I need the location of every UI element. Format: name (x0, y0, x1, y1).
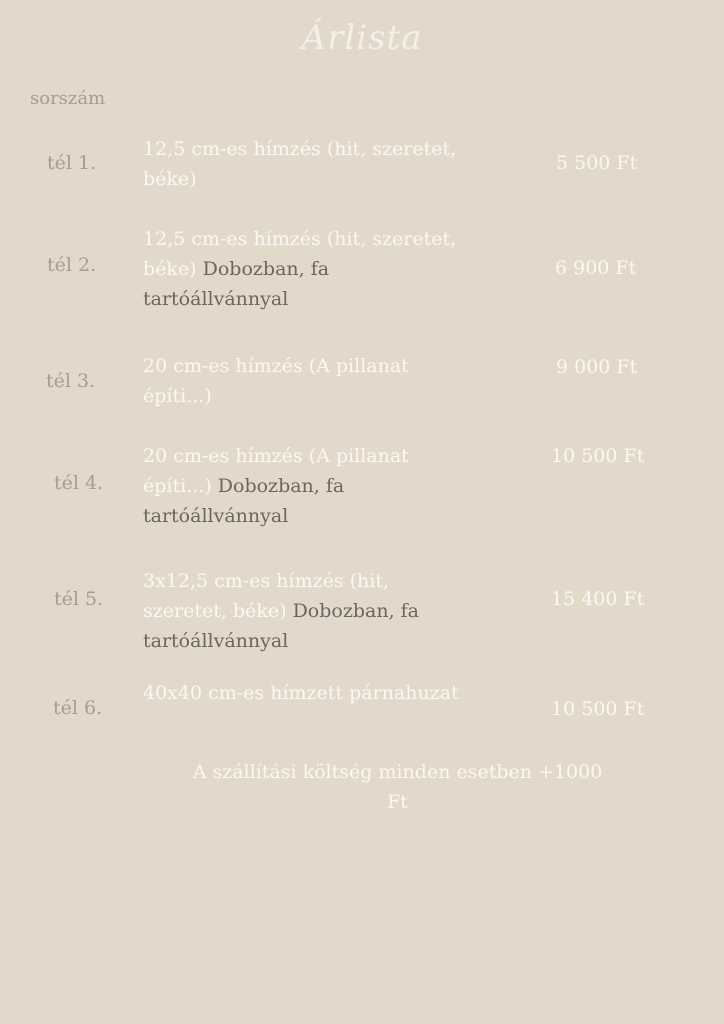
item-description (143, 566, 463, 656)
item-description-text: 12,5 cm-es hímzés (hit, szeretet, béke) (143, 138, 457, 190)
item-number: tél 1. (47, 152, 97, 174)
item-number: tél 5. (54, 588, 104, 610)
column-header-number: sorszám (30, 88, 106, 109)
item-number: tél 3. (46, 370, 96, 392)
item-description-text: 20 cm-es hímzés (A pillanat építi...) (143, 355, 409, 407)
item-description-text: 20 cm-es hímzés (A pillanat építi...) (143, 445, 409, 497)
item-price: 5 500 Ft (556, 152, 638, 174)
item-description (143, 678, 463, 708)
item-description-extra: Dobozban, fa tartóállvánnyal (143, 475, 345, 527)
item-number: tél 6. (53, 697, 103, 719)
shipping-note: A szállítási költség minden esetben +1000 Ft (192, 761, 603, 813)
item-description-extra: Dobozban, fa tartóállvánnyal (143, 258, 330, 310)
item-description-text: 12,5 cm-es hímzés (hit, szeretet, béke) (143, 228, 457, 280)
item-description (143, 134, 463, 194)
item-price: 6 900 Ft (555, 257, 637, 279)
item-description-text: 3x12,5 cm-es hímzés (hit, szeretet, béke) (143, 570, 390, 622)
item-number: tél 2. (47, 254, 97, 276)
item-price: 15 400 Ft (551, 588, 645, 610)
item-price: 10 500 Ft (551, 445, 645, 467)
item-price: 10 500 Ft (551, 698, 645, 720)
page-title: Árlista (301, 18, 423, 58)
item-description-text: 40x40 cm-es hímzett párnahuzat (143, 682, 459, 704)
item-price: 9 000 Ft (556, 356, 638, 378)
item-description (143, 441, 463, 531)
item-description (143, 224, 463, 314)
item-description (143, 351, 463, 411)
item-description-extra: Dobozban, fa tartóállvánnyal (143, 600, 420, 652)
item-number: tél 4. (54, 472, 104, 494)
